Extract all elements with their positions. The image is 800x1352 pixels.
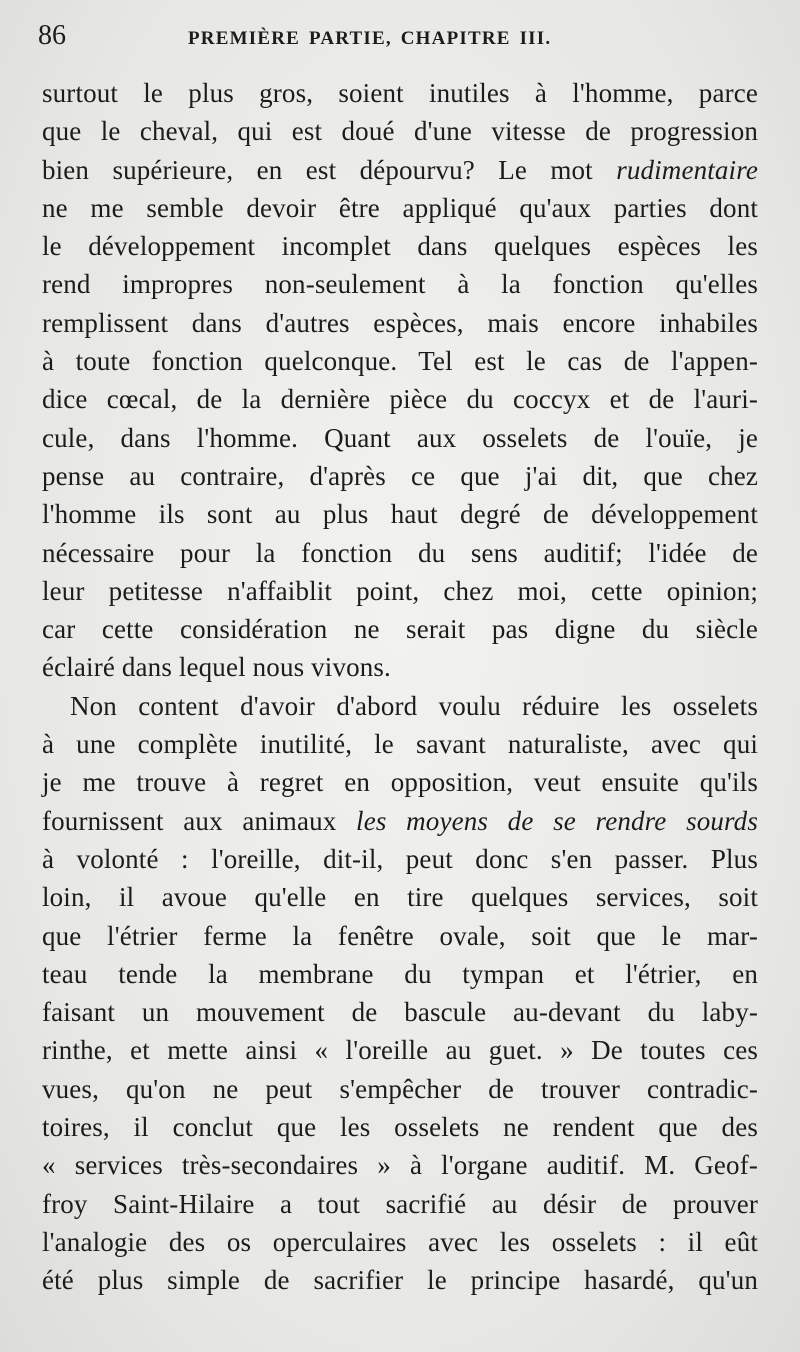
text-line: faisant un mouvement de bascule au-devant du laby-	[42, 997, 758, 1028]
text-line: car cette considération ne serait pas digne du siècle	[42, 614, 758, 645]
text-line: à volonté : l'oreille, dit-il, peut donc s'en passer. Plus	[42, 843, 758, 874]
text-line: l'analogie des os operculaires avec les osselets : il eût	[42, 1226, 758, 1257]
italic-term: rudimentaire	[616, 154, 758, 185]
text-line-part: bien supérieure, en est dépourvu? Le mot	[42, 154, 593, 185]
text-line: « services très-secondaires » à l'organe auditif. M. Geof-	[42, 1150, 758, 1181]
text-line: leur petitesse n'affaiblit point, chez moi, cette opinion;	[42, 575, 758, 606]
text-line: remplissent dans d'autres espèces, mais encore inhabiles	[42, 307, 758, 338]
page-header	[38, 20, 762, 64]
paragraph-last-line: éclairé dans lequel nous vivons.	[42, 652, 391, 683]
text-line: toires, il conclut que les osselets ne rendent que des	[42, 1112, 758, 1143]
running-head: PREMIÈRE PARTIE, CHAPITRE III.	[188, 28, 552, 49]
body-text	[42, 74, 758, 1300]
text-line	[42, 802, 758, 840]
text-line: pense au contraire, d'après ce que j'ai dit, que chez	[42, 460, 758, 491]
text-line: rinthe, et mette ainsi « l'oreille au guet. » De toutes ces	[42, 1035, 758, 1066]
text-line: à toute fonction quelconque. Tel est le cas de l'appen-	[42, 346, 758, 377]
text-line: nécessaire pour la fonction du sens auditif; l'idée de	[42, 537, 758, 568]
text-line: cule, dans l'homme. Quant aux osselets de l'ouïe, je	[42, 422, 758, 453]
text-line: rend impropres non-seulement à la fonction qu'elles	[42, 269, 758, 300]
text-line: que le cheval, qui est doué d'une vitesse de progression	[42, 116, 758, 147]
text-line: que l'étrier ferme la fenêtre ovale, soit que le mar-	[42, 920, 758, 951]
page-number: 86	[38, 20, 66, 51]
text-line: froy Saint-Hilaire a tout sacrifié au désir de prouver	[42, 1188, 758, 1219]
text-line	[42, 151, 758, 189]
text-line: teau tende la membrane du tympan et l'étrier, en	[42, 958, 758, 989]
text-line: je me trouve à regret en opposition, veut ensuite qu'ils	[42, 767, 758, 798]
text-line: loin, il avoue qu'elle en tire quelques services, soit	[42, 882, 758, 913]
text-line: le développement incomplet dans quelques espèces les	[42, 231, 758, 262]
paragraph-first-line: Non content d'avoir d'abord voulu réduire les osselets	[70, 690, 758, 721]
text-line: à une complète inutilité, le savant naturaliste, avec qui	[42, 729, 758, 760]
text-line: surtout le plus gros, soient inutiles à l'homme, parce	[42, 78, 758, 108]
text-line-part: fournissent aux animaux	[42, 805, 337, 836]
italic-phrase: les moyens de se rendre sourds	[356, 805, 758, 836]
text-line: ne me semble devoir être appliqué qu'aux parties dont	[42, 192, 758, 223]
text-line: vues, qu'on ne peut s'empêcher de trouver contradic-	[42, 1073, 758, 1104]
text-line: dice cœcal, de la dernière pièce du coccyx et de l'auri-	[42, 384, 758, 415]
text-line: l'homme ils sont au plus haut degré de développement	[42, 499, 758, 530]
text-line: été plus simple de sacrifier le principe hasardé, qu'un	[42, 1265, 758, 1296]
